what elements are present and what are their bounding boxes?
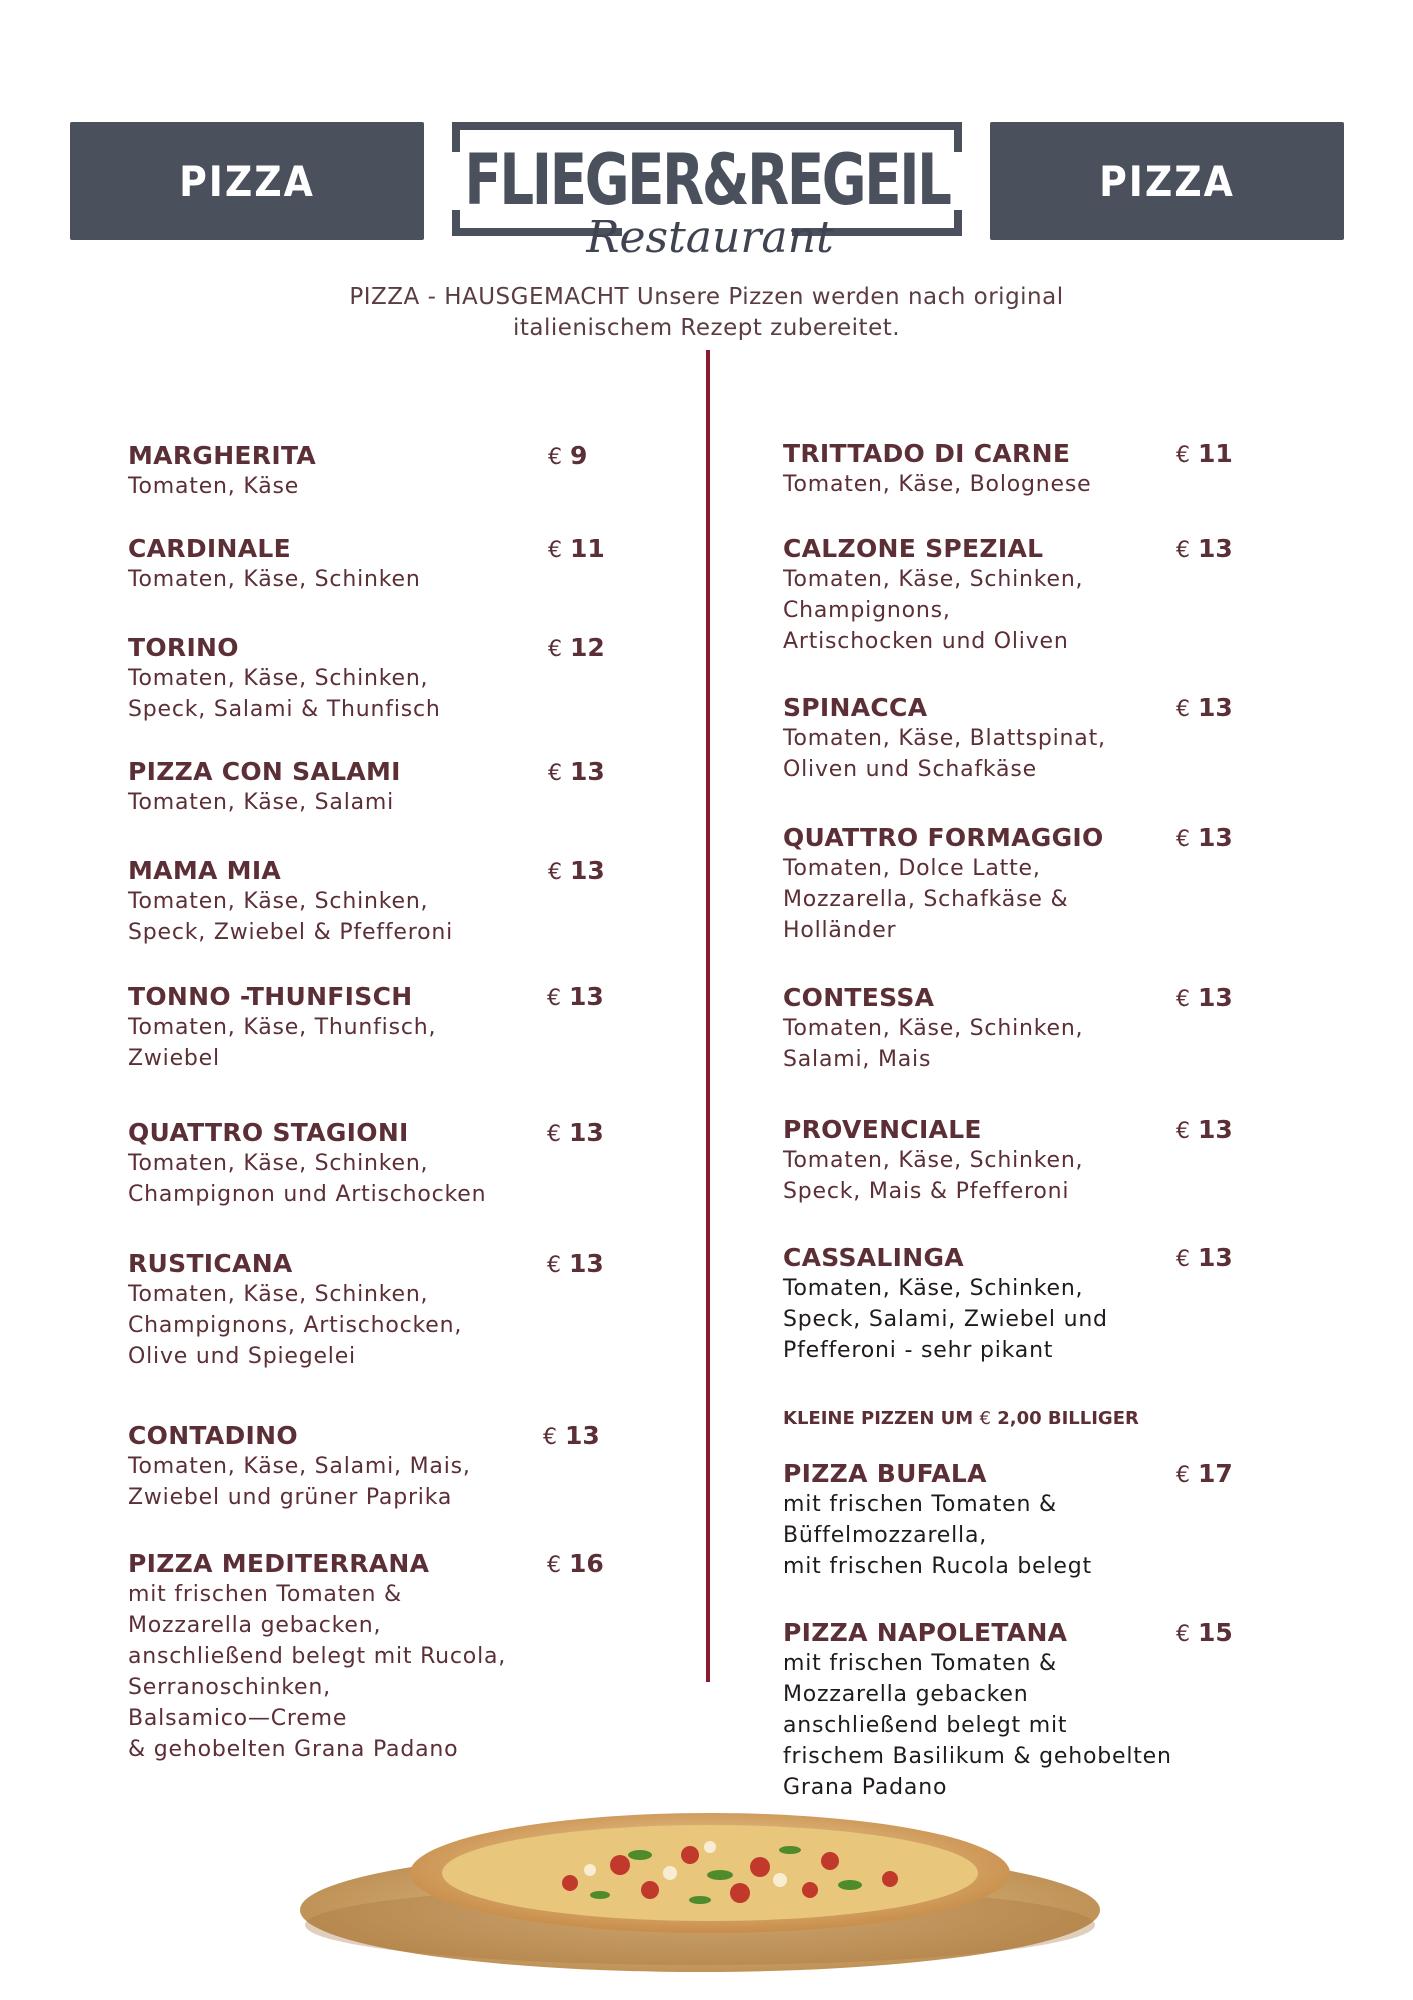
item-price: € 13 bbox=[1176, 983, 1233, 1012]
menu-item bbox=[128, 441, 316, 502]
item-name: TORINO bbox=[128, 633, 239, 662]
menu-item bbox=[128, 1549, 506, 1765]
header-banner-left bbox=[70, 122, 424, 240]
item-name: MAMA MIA bbox=[128, 856, 282, 885]
item-name: PIZZA NAPOLETANA bbox=[783, 1618, 1068, 1647]
item-price: € 13 bbox=[547, 1118, 604, 1147]
item-price: € 13 bbox=[543, 1421, 600, 1450]
banner-right-label: PIZZA bbox=[1099, 156, 1235, 206]
item-name: TRITTADO DI CARNE bbox=[783, 439, 1071, 468]
pizza-image bbox=[290, 1795, 1110, 1975]
item-name: PIZZA BUFALA bbox=[783, 1459, 987, 1488]
menu-item bbox=[128, 757, 401, 818]
menu-item bbox=[783, 1243, 1108, 1366]
item-desc: mit frischen Tomaten & Büffelmozzarella, mit frischen Rucola belegt bbox=[783, 1492, 1092, 1579]
item-desc: Tomaten, Käse, Blattspinat, Oliven und Schafkäse bbox=[783, 726, 1106, 782]
item-desc: Tomaten, Käse, Bolognese bbox=[783, 472, 1092, 497]
item-desc: Tomaten, Käse, Schinken, Champignon und Artischocken bbox=[128, 1151, 487, 1207]
item-desc: mit frischen Tomaten & Mozzarella gebacken, anschließend belegt mit Rucola, Serranoschinken, Balsamico—Creme & gehobelten Grana Padano bbox=[128, 1582, 507, 1762]
menu-item bbox=[783, 534, 1083, 657]
item-desc: Tomaten, Dolce Latte, Mozzarella, Schafkäse & Holländer bbox=[783, 856, 1069, 943]
banner-left-label: PIZZA bbox=[179, 156, 315, 206]
menu-item bbox=[128, 856, 453, 948]
item-price: € 11 bbox=[1176, 439, 1233, 468]
item-price: € 13 bbox=[548, 856, 605, 885]
item-price: € 13 bbox=[547, 982, 604, 1011]
menu-item bbox=[783, 1618, 1172, 1803]
item-name: TONNO -THUNFISCH bbox=[128, 982, 413, 1011]
item-desc: Tomaten, Käse, Schinken, Champignons, Artischocken, Olive und Spiegelei bbox=[128, 1282, 463, 1369]
item-price: € 13 bbox=[1176, 823, 1233, 852]
item-name: PROVENCIALE bbox=[783, 1115, 982, 1144]
item-name: MARGHERITA bbox=[128, 441, 317, 470]
item-price: € 13 bbox=[1176, 1115, 1233, 1144]
item-price: € 12 bbox=[548, 633, 605, 662]
small-pizza-note: KLEINE PIZZEN UM € 2,00 BILLIGER bbox=[783, 1408, 1139, 1429]
item-name: CALZONE SPEZIAL bbox=[783, 534, 1044, 563]
item-name: PIZZA CON SALAMI bbox=[128, 757, 401, 786]
logo-script: Restaurant bbox=[586, 212, 834, 263]
item-name: CASSALINGA bbox=[783, 1243, 964, 1272]
menu-item bbox=[783, 823, 1104, 946]
menu-item bbox=[783, 1459, 1092, 1582]
item-desc: Tomaten, Käse, Schinken, Salami, Mais bbox=[783, 1016, 1084, 1072]
menu-item bbox=[783, 439, 1091, 500]
logo-wordmark: FLIEGER&REGEIL bbox=[464, 139, 950, 221]
intro-line-1: PIZZA - HAUSGEMACHT Unsere Pizzen werden nach original bbox=[349, 284, 1064, 310]
item-price: € 11 bbox=[548, 534, 605, 563]
menu-item bbox=[128, 1249, 462, 1372]
item-name: SPINACCA bbox=[783, 693, 928, 722]
item-name: PIZZA MEDITERRANA bbox=[128, 1549, 430, 1578]
menu-item bbox=[783, 1115, 1083, 1207]
item-desc: Tomaten, Käse, Schinken, Speck, Zwiebel & Pfefferoni bbox=[128, 889, 454, 945]
menu-item bbox=[128, 534, 421, 595]
item-price: € 13 bbox=[1176, 1243, 1233, 1272]
column-divider bbox=[706, 350, 710, 1682]
item-desc: Tomaten, Käse, Schinken, Speck, Salami, Zwiebel und Pfefferoni - sehr pikant bbox=[783, 1276, 1108, 1363]
item-price: € 15 bbox=[1176, 1618, 1233, 1647]
item-price: € 13 bbox=[1176, 693, 1233, 722]
restaurant-logo bbox=[450, 120, 964, 280]
item-name: QUATTRO FORMAGGIO bbox=[783, 823, 1104, 852]
item-name: CONTESSA bbox=[783, 983, 935, 1012]
item-price: € 13 bbox=[547, 1249, 604, 1278]
header-banner-right bbox=[990, 122, 1344, 240]
item-name: RUSTICANA bbox=[128, 1249, 293, 1278]
item-desc: mit frischen Tomaten & Mozzarella gebacken anschließend belegt mit frischem Basilikum & gehobelten Grana Padano bbox=[783, 1651, 1172, 1800]
menu-item bbox=[128, 1421, 471, 1513]
item-name: CONTADINO bbox=[128, 1421, 298, 1450]
menu-item bbox=[128, 633, 441, 725]
intro-line-2: italienischem Rezept zubereitet. bbox=[512, 315, 901, 341]
item-price: € 17 bbox=[1176, 1459, 1233, 1488]
item-price: € 16 bbox=[547, 1549, 604, 1578]
item-price: € 9 bbox=[548, 441, 588, 470]
menu-intro bbox=[290, 282, 1123, 344]
menu-item bbox=[128, 982, 436, 1074]
menu-item bbox=[783, 693, 1106, 785]
item-desc: Tomaten, Käse, Schinken, Speck, Salami & Thunfisch bbox=[128, 666, 441, 722]
item-price: € 13 bbox=[548, 757, 605, 786]
item-desc: Tomaten, Käse, Salami bbox=[128, 790, 395, 815]
item-desc: Tomaten, Käse, Salami, Mais, Zwiebel und grüner Paprika bbox=[128, 1454, 471, 1510]
item-name: CARDINALE bbox=[128, 534, 291, 563]
item-desc: Tomaten, Käse bbox=[128, 474, 300, 499]
menu-item bbox=[783, 983, 1083, 1075]
item-desc: Tomaten, Käse, Schinken, Speck, Mais & Pfefferoni bbox=[783, 1148, 1084, 1204]
item-desc: Tomaten, Käse, Schinken, Champignons, Artischocken und Oliven bbox=[783, 567, 1084, 654]
menu-item bbox=[128, 1118, 486, 1210]
item-name: QUATTRO STAGIONI bbox=[128, 1118, 409, 1147]
item-desc: Tomaten, Käse, Thunfisch, Zwiebel bbox=[128, 1015, 437, 1071]
item-desc: Tomaten, Käse, Schinken bbox=[128, 567, 421, 592]
item-price: € 13 bbox=[1176, 534, 1233, 563]
